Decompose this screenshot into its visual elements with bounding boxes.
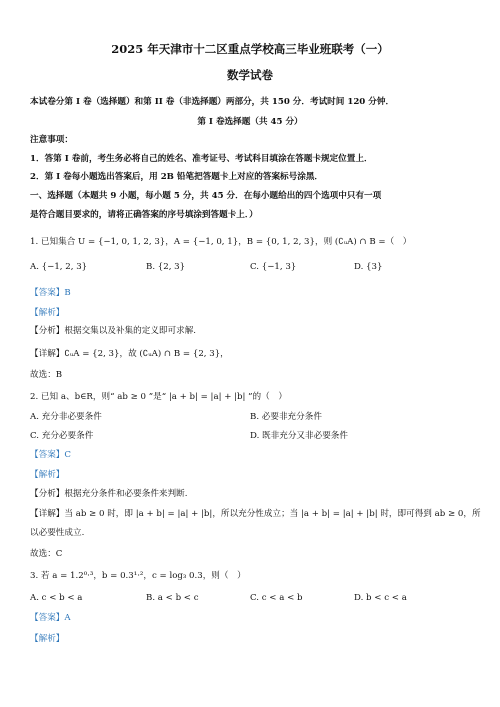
q3-option-d: D. b < c < a [354, 593, 407, 603]
q1-answer: 【答案】B [30, 288, 71, 298]
q1-detail: 【详解】∁ᵤA = {2, 3}，故 (∁ᵤA) ∩ B = {2, 3}， [30, 349, 229, 359]
section-instructions-line2: 是符合题目要求的，请将正确答案的序号填涂到答题卡上．） [30, 210, 258, 220]
q2-detail-line1: 【详解】当 ab ≥ 0 时，即 |a + b| = |a| + |b|，所以充分性成立；当 |a + b| = |a| + |b| 时，即可得到 ab ≥ 0，所 [30, 509, 481, 519]
q1-option-d: D. {3} [354, 262, 383, 272]
q3-option-c: C. c < a < b [250, 593, 303, 603]
exam-title: 2025 年天津市十二区重点学校高三毕业班联考（一） [111, 42, 389, 56]
q2-stem: 2. 已知 a、b∈R，则“ ab ≥ 0 ”是“ |a + b| = |a| + |b| ”的（ ） [30, 392, 287, 402]
q1-option-b: B. {2, 3} [146, 262, 186, 272]
q1-stem: 1. 已知集合 U = {−1, 0, 1, 2, 3}，A = {−1, 0, 1}，B = {0, 1, 2, 3}，则 (∁ᵤA) ∩ B =（ ） [30, 237, 412, 247]
q2-option-d: D. 既非充分又非必要条件 [250, 431, 348, 441]
exam-intro: 本试卷分第 I 卷（选择题）和第 II 卷（非选择题）两部分，共 150 分．考试时间 120 分钟． [30, 97, 395, 107]
q2-detail-line2: 以必要性成立. [30, 528, 85, 538]
section-instructions-line1: 一、选择题（本题共 9 小题，每小题 5 分，共 45 分．在每小题给出的四个选项中只有一项 [30, 191, 382, 201]
q2-answer: 【答案】C [30, 450, 71, 460]
q1-analysis: 【分析】根据交集以及补集的定义即可求解. [30, 326, 197, 336]
part1-title: 第 I 卷选择题（共 45 分） [197, 117, 303, 127]
notes-header: 注意事项： [30, 135, 73, 145]
q3-analysis-tag: 【解析】 [30, 634, 65, 644]
q2-option-b: B. 必要非充分条件 [250, 412, 322, 422]
q1-option-a: A. {−1, 2, 3} [30, 262, 88, 272]
q3-option-a: A. c < b < a [30, 593, 83, 603]
note-2: 2．第 I 卷每小题选出答案后，用 2B 铅笔把答题卡上对应的答案标号涂黑． [30, 172, 324, 182]
q3-stem: 3. 若 a = 1.2⁰·³，b = 0.3¹·²，c = log₃ 0.3，则（ ） [30, 571, 246, 581]
q2-analysis: 【分析】根据充分条件和必要条件来判断. [30, 489, 188, 499]
q2-conclusion: 故选：C [30, 549, 63, 559]
q3-option-b: B. a < b < c [146, 593, 199, 603]
q2-option-a: A. 充分非必要条件 [30, 412, 102, 422]
q2-analysis-tag: 【解析】 [30, 470, 65, 480]
exam-subtitle: 数学试卷 [227, 68, 273, 82]
note-1: 1．答第 I 卷前，考生务必将自己的姓名、准考证号、考试科目填涂在答题卡规定位置上． [30, 154, 373, 164]
q1-conclusion: 故选：B [30, 370, 63, 380]
q1-option-c: C. {−1, 3} [250, 262, 297, 272]
q1-analysis-tag: 【解析】 [30, 308, 65, 318]
q2-option-c: C. 充分必要条件 [30, 431, 94, 441]
q3-answer: 【答案】A [30, 613, 71, 623]
